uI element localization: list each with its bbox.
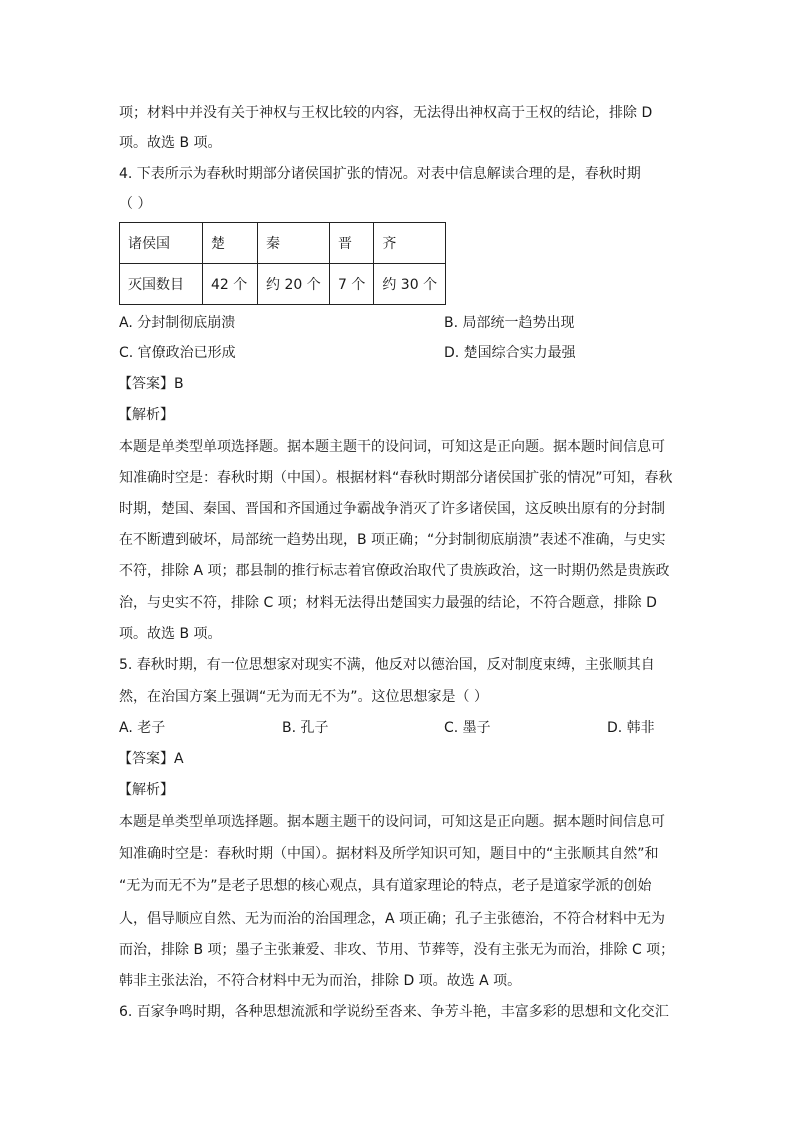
option-a: A. 分封制彻底崩溃 xyxy=(119,315,236,331)
answer-label: 【答案】A xyxy=(118,751,184,767)
table-cell: 约 20 个 xyxy=(258,264,330,305)
text-line: 知准确时空是：春秋时期（中国）。根据材料“春秋时期部分诸侯国扩张的情况”可知，春秋 xyxy=(119,470,673,486)
option-c: C. 墨子 xyxy=(444,720,491,736)
table-header-row xyxy=(120,223,446,264)
table-row xyxy=(120,264,446,305)
text-line: 不符，排除 A 项；郡县制的推行标志着官僚政治取代了贵族政治，这一时期仍然是贵族政 xyxy=(119,563,670,579)
option-b: B. 局部统一趋势出现 xyxy=(444,315,575,331)
text-line: 本题是单类型单项选择题。据本题主题干的设问词，可知这是正向题。据本题时间信息可 xyxy=(119,439,665,455)
table-cell: 晋 xyxy=(330,223,374,264)
text-line: 治，与史实不符，排除 C 项；材料无法得出楚国实力最强的结论，不符合题意，排除 D xyxy=(119,595,657,611)
expansion-table xyxy=(119,222,446,305)
text-line: 时期，楚国、秦国、晋国和齐国通过争霸战争消灭了许多诸侯国，这反映出原有的分封制 xyxy=(119,501,665,517)
question-5-stem: 然，在治国方案上强调“无为而无不为”。这位思想家是（ ） xyxy=(119,689,488,705)
question-5-stem: 5. 春秋时期，有一位思想家对现实不满，他反对以德治国，反对制度束缚，主张顺其自 xyxy=(119,657,655,673)
table-cell: 约 30 个 xyxy=(374,264,446,305)
table-cell: 诸侯国 xyxy=(120,223,203,264)
text-line: 人，倡导顺应自然、无为而治的治国理念，A 项正确；孔子主张德治，不符合材料中无为 xyxy=(119,911,666,927)
table-cell: 灭国数目 xyxy=(120,264,203,305)
text-line: 而治，排除 B 项；墨子主张兼爱、非攻、节用、节葬等，没有主张无为而治，排除 C 项； xyxy=(119,942,675,958)
option-d: D. 楚国综合实力最强 xyxy=(444,345,576,361)
option-c: C. 官僚政治已形成 xyxy=(119,345,236,361)
text-line: 知准确时空是：春秋时期（中国）。据材料及所学知识可知，题目中的“主张顺其自然”和 xyxy=(119,846,659,862)
question-4-stem: 4. 下表所示为春秋时期部分诸侯国扩张的情况。对表中信息解读合理的是，春秋时期 xyxy=(119,166,641,182)
text-line: 项。故选 B 项。 xyxy=(119,626,222,642)
option-a: A. 老子 xyxy=(119,720,166,736)
text-line: 韩非主张法治，不符合材料中无为而治，排除 D 项。故选 A 项。 xyxy=(119,973,522,989)
analysis-label: 【解析】 xyxy=(118,407,174,423)
answer-label: 【答案】B xyxy=(118,376,184,392)
table-cell: 楚 xyxy=(203,223,258,264)
text-line: 在不断遭到破坏，局部统一趋势出现，B 项正确；“分封制彻底崩溃”表述不准确，与史实 xyxy=(119,532,666,548)
option-d: D. 韩非 xyxy=(607,720,655,736)
table-cell: 7 个 xyxy=(330,264,374,305)
table-cell: 齐 xyxy=(374,223,446,264)
question-6-stem: 6. 百家争鸣时期，各种思想流派和学说纷至沓来、争芳斗艳，丰富多彩的思想和文化交汇 xyxy=(119,1004,669,1020)
text-line: “无为而无不为”是老子思想的核心观点，具有道家理论的特点，老子是道家学派的创始 xyxy=(119,878,652,894)
question-4-blank: （ ） xyxy=(119,196,152,212)
analysis-label: 【解析】 xyxy=(118,782,174,798)
text-line: 项；材料中并没有关于神权与王权比较的内容，无法得出神权高于王权的结论，排除 D xyxy=(119,105,653,121)
table-cell: 秦 xyxy=(258,223,330,264)
table-cell: 42 个 xyxy=(203,264,258,305)
option-b: B. 孔子 xyxy=(282,720,329,736)
text-line: 项。故选 B 项。 xyxy=(119,135,222,151)
text-line: 本题是单类型单项选择题。据本题主题干的设问词，可知这是正向题。据本题时间信息可 xyxy=(119,814,665,830)
